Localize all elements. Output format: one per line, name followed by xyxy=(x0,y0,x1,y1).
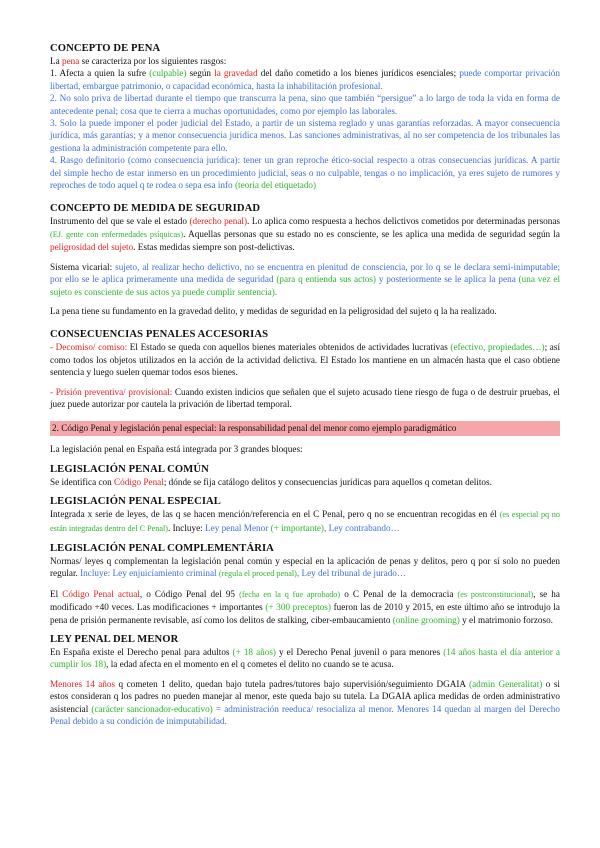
heading-legislacion-especial: LEGISLACIÓN PENAL ESPECIAL xyxy=(50,496,221,508)
document-page xyxy=(50,42,560,727)
section-banner: 2. Código Penal y legislación penal especial: la responsabilidad penal del menor como ejemplo paradigmático xyxy=(50,421,560,436)
pena-intro: La pena se caracteriza por los siguientes rasgos: xyxy=(50,56,227,66)
heading-legislacion-comun: LEGISLACIÓN PENAL COMÚN xyxy=(50,463,209,475)
heading-medida-seguridad: CONCEPTO DE MEDIDA DE SEGURIDAD xyxy=(50,203,261,215)
pena-rasgo-4: 4. Rasgo definitorio (como consecuencia jurídica): tener un gran reproche ético-social respecto a otras consecuencias jurídicas. A partir del simple hecho de estar inmerso en un procedimiento judicial, seas o no culpable, tengas o no implicación, ya eres sujeto de rumores y reproches de todo aquel q te rodea o sepa esa info (teoría del etiquetado) xyxy=(50,155,560,191)
heading-legislacion-complementaria: LEGISLACIÓN PENAL COMPLEMENTÁRIA xyxy=(50,542,274,554)
legislacion-comun: Se identifica con Código Penal; dónde se fija catálogo delitos y consecuencias jurídicas para aquellos q cometan delitos. xyxy=(50,476,492,487)
codigo-penal-actual: El Código Penal actual, o Código Penal del 95 (fecha en la q fue aprobado) o C Penal de la democracia (es postconstitucional), se ha modificado +40 veces. Las modificaciones + importantes (+ 300 preceptos) fueron las de 2010 y 2015, en este último año se introdujo la pena de prisión permanente revisable, así como los delitos de stalking, ciber-embaucamiento (online grooming) y el matrimonio forzoso. xyxy=(50,588,560,625)
heading-concepto-pena: CONCEPTO DE PENA xyxy=(50,43,161,54)
heading-ley-menor: LEY PENAL DEL MENOR xyxy=(50,634,179,645)
legislacion-intro: La legislación penal en España está integrada por 3 grandes bloques: xyxy=(50,444,303,455)
ley-menor-intro: En España existe el Derecho penal para adultos (+ 18 años) y el Derecho Penal juvenil o para menores (14 años hasta el día anterior a cumplir los 18), la edad afecta en el momento en el q cometes el delito no cuando se te acusa. xyxy=(50,647,560,670)
pena-fundamento: La pena tiene su fundamento en la gravedad delito, y medidas de seguridad en la peligrosidad del sujeto q la ha realizado. xyxy=(50,305,497,316)
medida-definicion: Instrumento del que se vale el estado (derecho penal). Lo aplica como respuesta a hechos delictivos cometidos por determinadas personas (EJ. gente con enfermedades psíquicas). Aquellas personas que su estado no es consciente, se les aplica una medida de seguridad según la peligrosidad del sujeto. Estas medidas siempre son post-delictivas. xyxy=(50,216,561,253)
menores-14: Menores 14 años q cometen 1 delito, quedan bajo tutela padres/tutores bajo supervisión/seguimiento DGAIA (admin Generalitat) o si estos consideran q los padres no pueden manejar al menor, este queda bajo su tutela. La DGAIA aplica medidas de orden administrativo asistencial (carácter sancionador-educativo) = administración reeduca/ resocializa al menor. Menores 14 quedan al margen del Derecho Penal debido a su condición de inimputabilidad. xyxy=(50,678,560,727)
pena-rasgo-2: 2. No solo priva de libertad durante el tiempo que transcurra la pena, sino que también “persigue” a lo largo de toda la vida en forma de antecedente penal; cosa que te cierra a muchas oportunidades, como por ejemplo las laborales. xyxy=(50,93,560,116)
sistema-vicarial: Sistema vicarial: sujeto, al realizar hecho delictivo, no se encuentra en plenitud de consciencia, por lo q se le declara semi-inimputable; por ello se le aplica primeramente una medida de seguridad (para q entienda sus actos) y posteriormente se le aplica la pena (una vez el sujeto es consciente de sus actos ya puede cumplir sentencia). xyxy=(50,261,561,297)
legislacion-especial: Integrada x serie de leyes, de las q se hacen mención/referencia en el C Penal, pero q no se encuentran recogidas en él (es especial pq no están integradas dentro del C Penal). Incluye: Ley penal Menor (+ importante), Ley contrabando… xyxy=(50,509,560,533)
heading-consecuencias-accesorias: CONSECUENCIAS PENALES ACCESORIAS xyxy=(50,329,269,341)
pena-rasgo-1: 1. Afecta a quien la sufre (culpable) según la gravedad del daño cometido a los bienes jurídicos esenciales; puede comportar privación libertad, embargue patrimonio, o capacidad económica, hasta la inhabilitación profesional. xyxy=(50,68,560,91)
prision-preventiva: - Prisión preventiva/ provisional: Cuando existen indicios que señalen que el sujeto acusado tiene riesgo de fuga o de destruir pruebas, el juez puede autorizar por cautela la privación de libertad temporal. xyxy=(50,386,560,409)
pena-rasgo-3: 3. Solo la puede imponer el poder judicial del Estado, a partir de un sistema reglado y unas garantías reforzadas. A mayor consecuencia jurídica, más garantías; y a menor consecuencia jurídica menos. Las sanciones administrativas, al no ser competencia de los tribunales las gestiona la administración competente para ello. xyxy=(50,118,560,153)
legislacion-complementaria: Normas/ leyes q complementan la legislación penal común y especial en la aplicación de penas y delitos, pero q por sí solo no pueden regular. Incluye: Ley enjuiciamiento criminal (regula el proced penal), Ley del tribunal de jurado… xyxy=(50,555,560,579)
decomiso: - Decomiso/ comiso: El Estado se queda con aquellos bienes materiales obtenidos de actividades lucrativas (efectivo, propiedades…); así como todos los objetos utilizados en la acción de la actividad delictiva. El Estado los mantiene en un almacén hasta que el caso obtiene sentencia y luego suelen quemar todos esos bienes. xyxy=(50,342,560,378)
